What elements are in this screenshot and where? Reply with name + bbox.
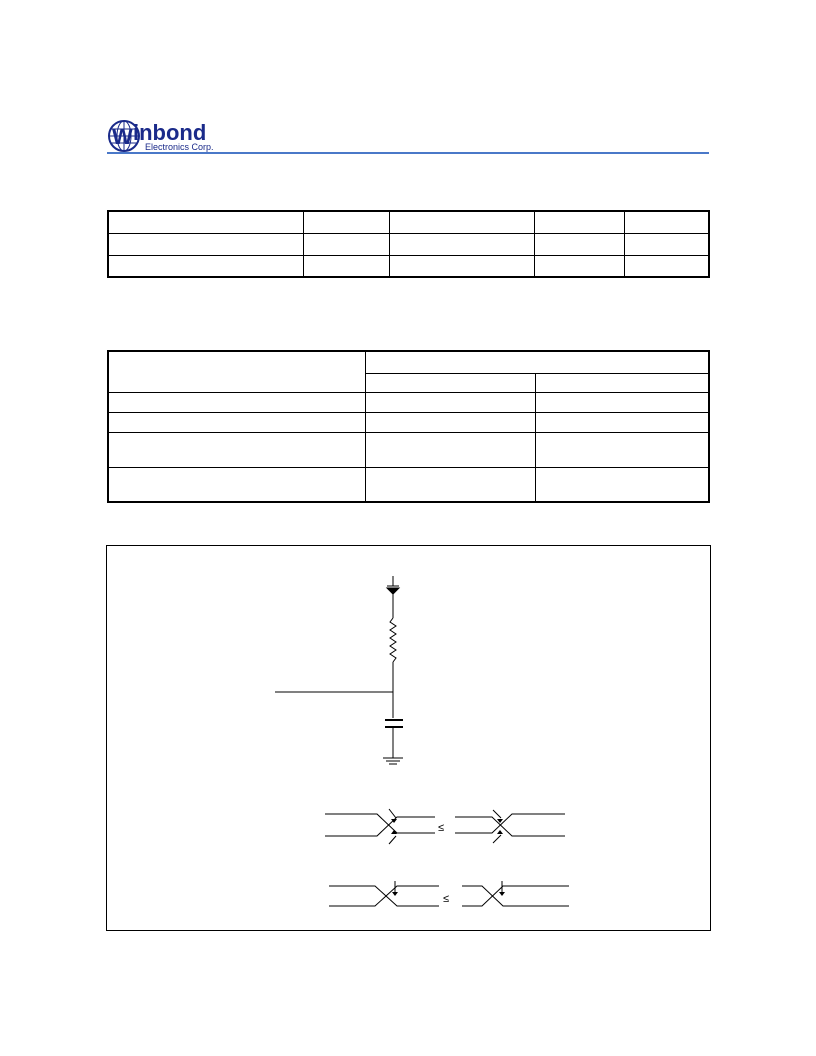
table-row: [108, 255, 709, 277]
table-row: [108, 412, 709, 432]
table-row: [108, 432, 709, 467]
ground-symbol: [383, 758, 403, 764]
rise-fall-waveform-2: [455, 810, 565, 843]
table-cell: [108, 467, 365, 502]
table-cell: [365, 412, 535, 432]
table-cell: [108, 211, 303, 233]
table-cell: [303, 233, 389, 255]
winbond-logo: [107, 118, 217, 154]
table-cell: [624, 233, 709, 255]
leq-symbol-upper: ≤: [438, 822, 445, 834]
table-1: [107, 210, 710, 278]
logo-initial: W: [112, 124, 133, 149]
table-cell: [389, 255, 535, 277]
table-row: [108, 351, 709, 373]
rise-fall-waveform-1: [325, 809, 435, 844]
table-cell: [108, 412, 365, 432]
logo-subtitle: Electronics Corp.: [145, 142, 214, 152]
table-cell: [108, 351, 365, 392]
table-cell: [536, 392, 709, 412]
table-cell: [624, 255, 709, 277]
table-cell: [536, 373, 709, 392]
table-cell: [535, 233, 625, 255]
table-cell: [365, 467, 535, 502]
table-cell: [365, 351, 709, 373]
table-cell: [365, 373, 535, 392]
table-row: [108, 233, 709, 255]
delay-waveform-1: [329, 881, 439, 906]
table-row: [108, 211, 709, 233]
table-cell: [624, 211, 709, 233]
table-cell: [536, 412, 709, 432]
capacitor: [385, 720, 403, 758]
table-row: [108, 392, 709, 412]
leq-symbol-lower: ≤: [443, 893, 450, 905]
table-row: [108, 467, 709, 502]
table-cell: [365, 432, 535, 467]
table-cell: [536, 467, 709, 502]
table-cell: [303, 211, 389, 233]
table-cell: [108, 432, 365, 467]
delay-waveform-2: [462, 881, 569, 906]
table-cell: [389, 233, 535, 255]
table-cell: [365, 392, 535, 412]
table-cell: [389, 211, 535, 233]
table-cell: [535, 211, 625, 233]
test-load-figure: [107, 546, 710, 930]
figure-frame: [106, 545, 711, 931]
table-cell: [535, 255, 625, 277]
table-cell: [303, 255, 389, 277]
table-cell: [108, 392, 365, 412]
table-cell: [536, 432, 709, 467]
header-rule: [107, 152, 709, 154]
table-2: [107, 350, 710, 503]
resistor: [390, 618, 396, 662]
supply-symbol: [387, 576, 399, 618]
table-cell: [108, 255, 303, 277]
logo-wordmark: inbond: [133, 120, 207, 145]
table-cell: [108, 233, 303, 255]
